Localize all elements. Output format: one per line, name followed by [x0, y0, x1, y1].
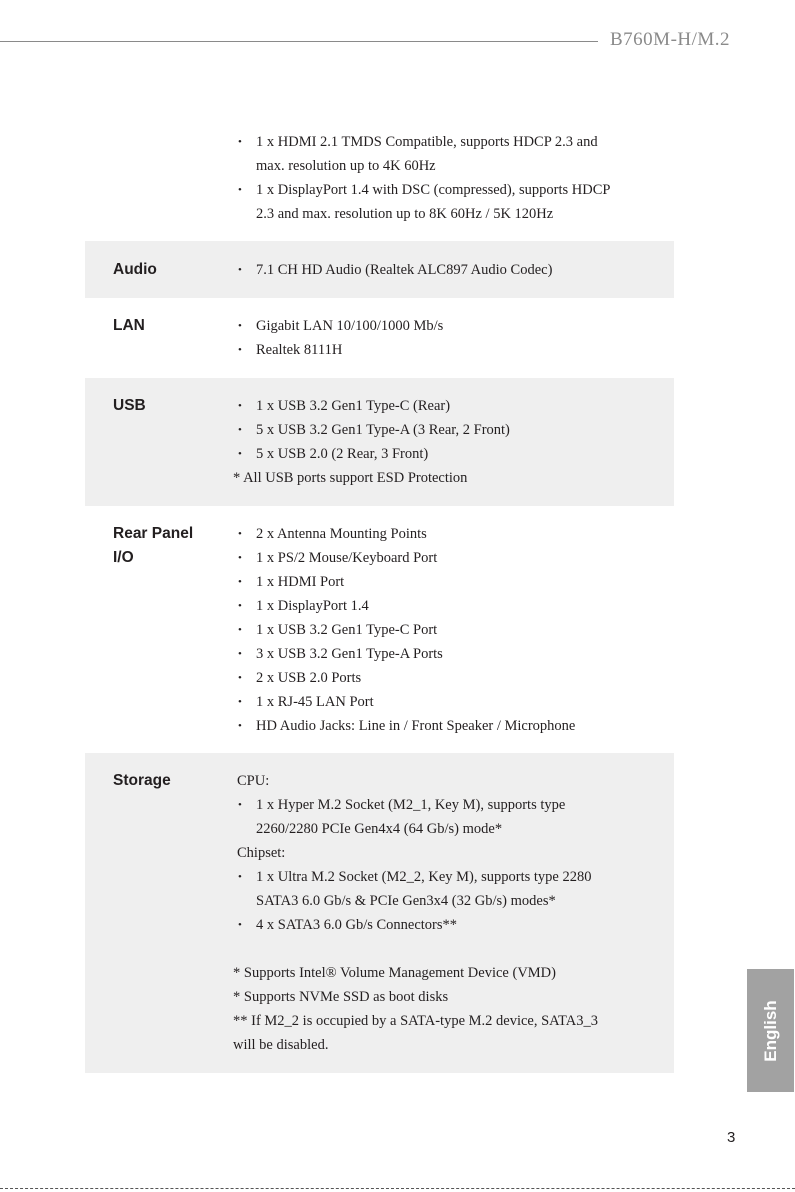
rear-panel-content [233, 522, 663, 738]
usb-label: USB [113, 397, 146, 414]
list-item: • Realtek 8111H [233, 338, 663, 362]
storage-content [233, 769, 663, 1057]
list-item: • 5 x USB 3.2 Gen1 Type-A (3 Rear, 2 Front) [233, 418, 663, 442]
list-item: • 1 x HDMI Port [233, 570, 663, 594]
list-item-cont [233, 817, 663, 841]
rear-panel-label-line-1: Rear Panel [113, 525, 194, 542]
lan-row [85, 298, 674, 378]
audio-content [233, 258, 663, 282]
storage-row [85, 753, 674, 1073]
language-tab-label: English [760, 999, 780, 1062]
audio-row [85, 241, 674, 298]
cpu-heading: CPU: [237, 773, 270, 789]
list-item: • 1 x Hyper M.2 Socket (M2_1, Key M), supports type [233, 793, 663, 817]
list-item: • 2 x USB 2.0 Ports [233, 666, 663, 690]
list-item: • 1 x DisplayPort 1.4 [233, 594, 663, 618]
list-item: • 1 x USB 3.2 Gen1 Type-C Port [233, 618, 663, 642]
storage-note: will be disabled. [233, 1037, 329, 1053]
rear-panel-label [113, 522, 193, 570]
list-item: • 1 x DisplayPort 1.4 with DSC (compressed), supports HDCP [233, 178, 663, 202]
storage-note: * Supports Intel® Volume Management Device (VMD) [233, 965, 556, 981]
list-item: • 1 x Ultra M.2 Socket (M2_2, Key M), supports type 2280 [233, 865, 663, 889]
lan-content [233, 314, 663, 362]
spacer [233, 937, 663, 961]
rear-panel-label-line-2: I/O [113, 549, 134, 566]
storage-note: * Supports NVMe SSD as boot disks [233, 989, 449, 1005]
rear-panel-row [85, 506, 674, 753]
bottom-rule [0, 1188, 795, 1189]
list-item-cont-text: SATA3 6.0 Gb/s & PCIe Gen3x4 (32 Gb/s) modes* [256, 893, 556, 909]
graphics-row [85, 130, 674, 240]
storage-note: ** If M2_2 is occupied by a SATA-type M.2 device, SATA3_3 [233, 1013, 598, 1029]
list-item-cont [233, 889, 663, 913]
model-name: B760M-H/M.2 [610, 29, 731, 50]
list-item-cont: max. resolution up to 4K 60Hz [256, 158, 436, 174]
list-item: • 1 x HDMI 2.1 TMDS Compatible, supports HDCP 2.3 and [233, 130, 663, 154]
list-item: • 1 x PS/2 Mouse/Keyboard Port [233, 546, 663, 570]
page-number: 3 [727, 1129, 736, 1146]
list-item: • 4 x SATA3 6.0 Gb/s Connectors** [233, 913, 663, 937]
language-tab [747, 969, 794, 1092]
list-item: • Gigabit LAN 10/100/1000 Mb/s [233, 314, 663, 338]
list-item: • 3 x USB 3.2 Gen1 Type-A Ports [233, 642, 663, 666]
list-item: • 1 x RJ-45 LAN Port [233, 690, 663, 714]
header-rule [0, 41, 598, 42]
usb-note: * All USB ports support ESD Protection [233, 470, 468, 486]
list-item: • 1 x USB 3.2 Gen1 Type-C (Rear) [233, 394, 663, 418]
list-item-cont-text: 2260/2280 PCIe Gen4x4 (64 Gb/s) mode* [256, 821, 503, 837]
usb-content [233, 394, 663, 490]
lan-label: LAN [113, 317, 145, 334]
list-item-cont: 2.3 and max. resolution up to 8K 60Hz / 5K 120Hz [256, 206, 554, 222]
usb-row [85, 378, 674, 506]
list-item: • HD Audio Jacks: Line in / Front Speaker / Microphone [233, 714, 663, 738]
chipset-heading: Chipset: [237, 845, 286, 861]
list-item: • 2 x Antenna Mounting Points [233, 522, 663, 546]
list-item: • 5 x USB 2.0 (2 Rear, 3 Front) [233, 442, 663, 466]
graphics-content [233, 130, 663, 226]
list-item: • 7.1 CH HD Audio (Realtek ALC897 Audio Codec) [233, 258, 663, 282]
storage-label: Storage [113, 772, 171, 789]
audio-label: Audio [113, 261, 157, 278]
